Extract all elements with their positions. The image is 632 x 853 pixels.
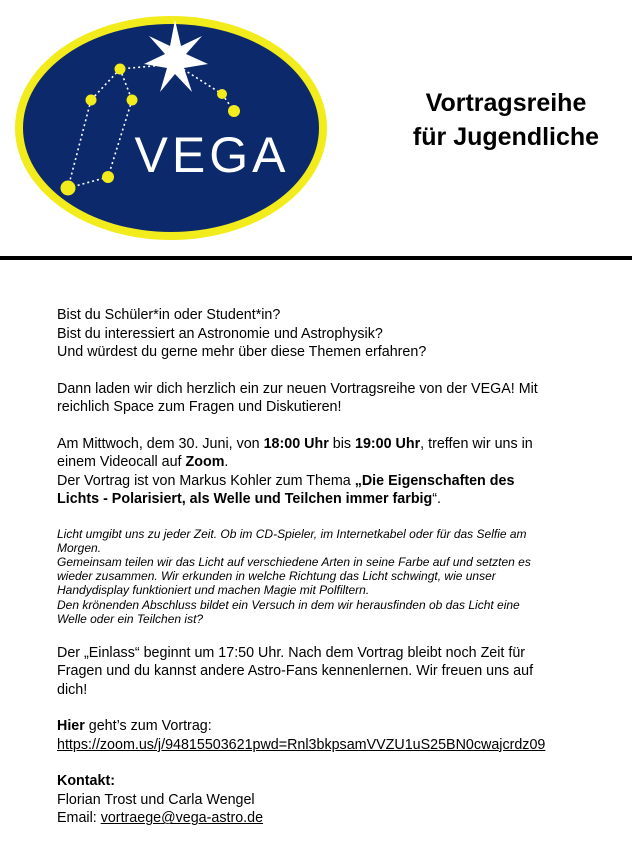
- description-line: wieder zusammen. Wir erkunden in welche Richtung das Licht schwingt, wie unser: [57, 569, 496, 584]
- entry-paragraph: [57, 644, 605, 700]
- event-platform-line: einem Videocall auf Zoom.: [57, 454, 229, 470]
- header: [0, 0, 632, 258]
- end-time: 19:00 Uhr: [355, 435, 421, 452]
- description-line: Morgen.: [57, 540, 102, 555]
- email-link[interactable]: vortraege@vega-astro.de: [100, 810, 264, 827]
- intro-question-2: Bist du interessiert an Astronomie und Astrophysik?: [57, 325, 383, 342]
- event-speaker-line: Der Vortrag ist von Markus Kohler zum Thema „Die Eigenschaften des: [57, 472, 515, 489]
- platform: Zoom: [185, 454, 225, 470]
- description-line: Den krönenden Abschluss bildet ein Versuch in dem wir herausfinden ob das Licht eine: [57, 597, 520, 612]
- zoom-link[interactable]: https://zoom.us/j/94815503621pwd=Rnl3bkpsamVVZU1uS25BN0cwajcrdz09: [57, 736, 546, 753]
- page-title: [380, 86, 632, 154]
- contact-heading: Kontakt:: [57, 773, 115, 790]
- topic-part-2: Lichts - Polarisiert, als Welle und Teilchen immer farbig: [57, 491, 433, 507]
- description-line: Welle oder ein Teilchen ist?: [57, 611, 204, 626]
- intro-paragraph: [57, 306, 605, 362]
- logo-text: VEGA: [134, 127, 290, 183]
- event-paragraph: [57, 435, 605, 509]
- contact-paragraph: [57, 772, 605, 828]
- start-time: 18:00 Uhr: [263, 435, 329, 452]
- description-line: Licht umgibt uns zu jeder Zeit. Ob im CD-Spieler, im Internetkabel oder für das Selfie am: [57, 526, 527, 541]
- entry-line-2: Fragen und du kannst andere Astro-Fans kennenlernen. Wir freuen uns auf: [57, 663, 534, 680]
- event-topic-line: Lichts - Polarisiert, als Welle und Teilchen immer farbig“.: [57, 491, 441, 507]
- description-line: Gemeinsam teilen wir das Licht auf verschiedene Arten in seine Farbe auf und setzten es: [57, 554, 531, 569]
- link-paragraph: [57, 717, 605, 754]
- invite-line-2: reichlich Space zum Fragen und Diskutieren!: [57, 399, 342, 415]
- vega-logo: [12, 12, 330, 244]
- intro-question-1: Bist du Schüler*in oder Student*in?: [57, 307, 281, 323]
- topic-part-1: „Die Eigenschaften des: [354, 472, 515, 489]
- title-line-2: für Jugendliche: [412, 123, 600, 151]
- entry-line-1: Der „Einlass“ beginnt um 17:50 Uhr. Nach dem Vortrag bleibt noch Zeit für: [57, 644, 526, 661]
- event-time-line: Am Mittwoch, dem 30. Juni, von 18:00 Uhr bis 19:00 Uhr, treffen wir uns in: [57, 435, 533, 452]
- header-divider: [0, 256, 632, 260]
- link-intro: Hier geht’s zum Vortrag:: [57, 718, 212, 735]
- entry-line-3: dich!: [57, 681, 88, 698]
- main-content: [57, 306, 605, 828]
- invite-paragraph: [57, 380, 605, 417]
- title-line-1: Vortragsreihe: [425, 89, 587, 117]
- invite-line-1: Dann laden wir dich herzlich ein zur neuen Vortragsreihe von der VEGA! Mit: [57, 380, 538, 397]
- talk-description: [57, 527, 605, 626]
- contact-names: Florian Trost und Carla Wengel: [57, 791, 255, 808]
- contact-email-line: Email: vortraege@vega-astro.de: [57, 810, 264, 827]
- intro-question-3: Und würdest du gerne mehr über diese Themen erfahren?: [57, 344, 427, 360]
- hier-label: Hier: [57, 718, 85, 735]
- description-line: Handydisplay funktioniert und machen Magie mit Polfiltern.: [57, 583, 370, 598]
